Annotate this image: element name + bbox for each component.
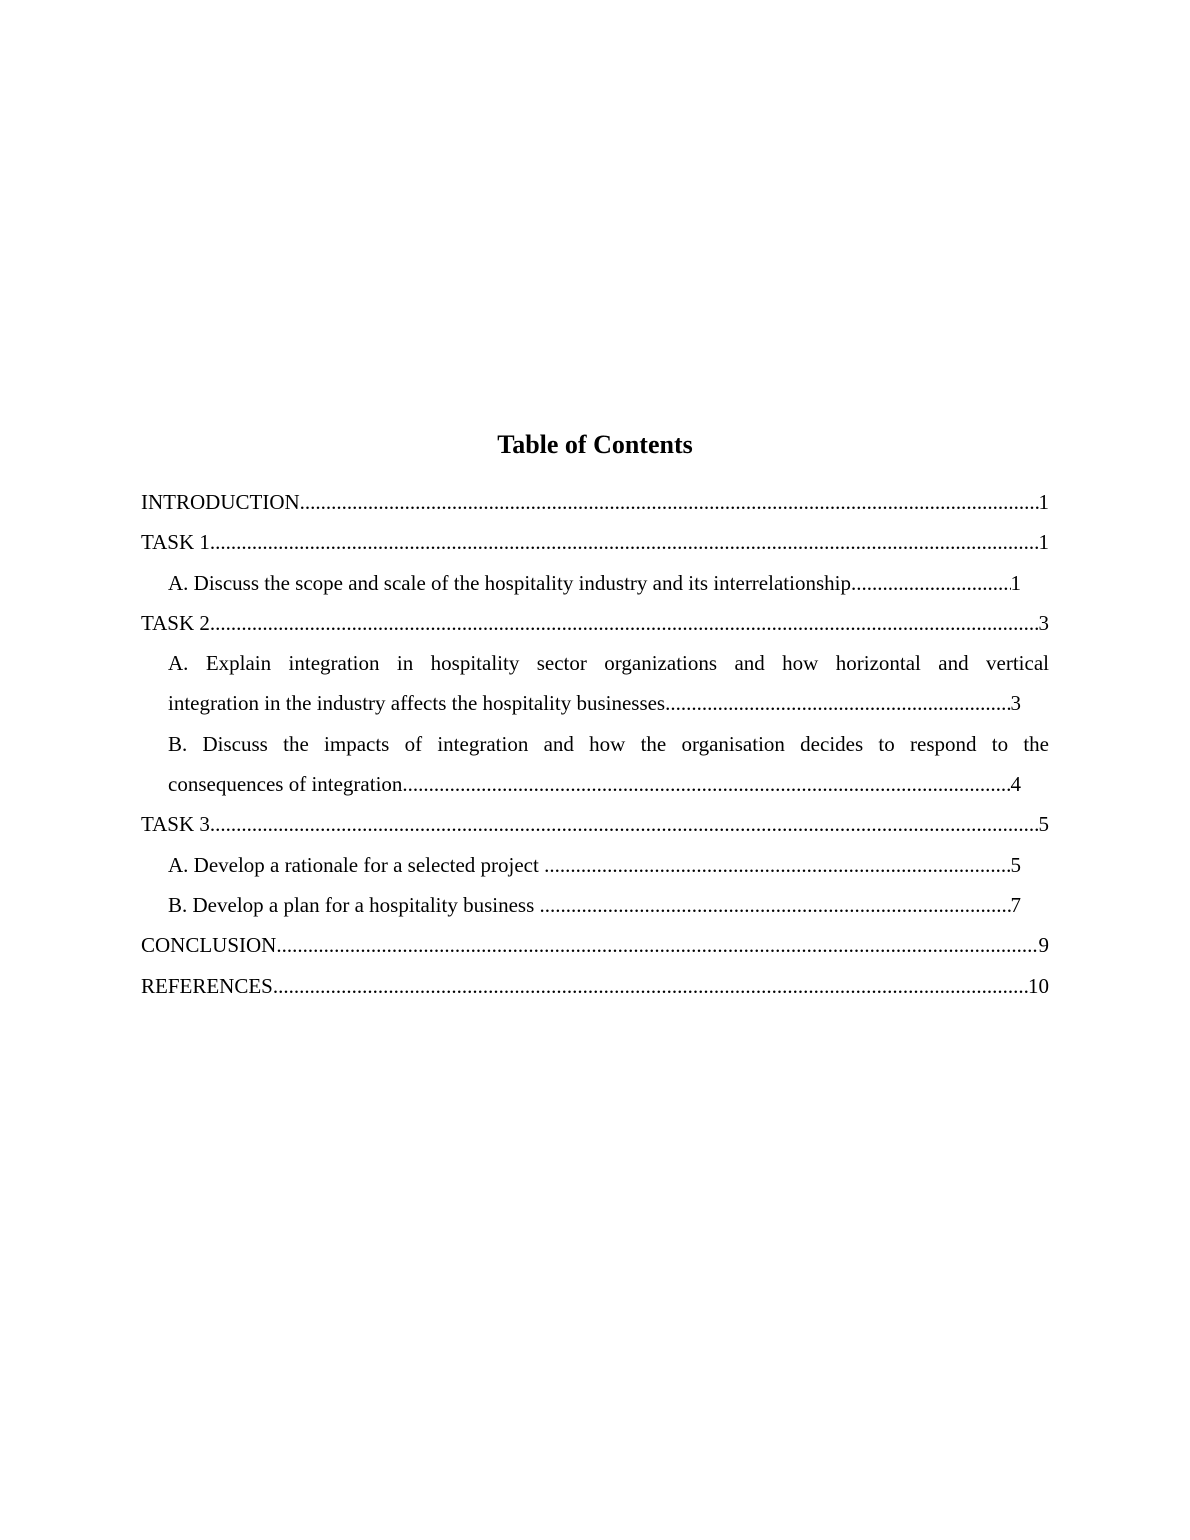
toc-entry-text: TASK 2	[141, 610, 210, 635]
toc-page-number: 3	[1010, 691, 1021, 716]
toc-entry-text: A. Discuss the scope and scale of the hospitality industry and its interrelationship	[168, 570, 851, 595]
toc-title: Table of Contents	[497, 430, 693, 459]
toc-entry-text: TASK 3	[141, 812, 210, 837]
toc-entry-text-line-1: A. Explain integration in hospitality sector organizations and how horizontal and vertical	[168, 651, 1049, 676]
dot-leader	[210, 603, 1039, 643]
table-of-contents	[141, 482, 1049, 1006]
toc-entry-text: TASK 1	[141, 530, 210, 555]
dot-leader	[402, 764, 1010, 804]
toc-entry-text: INTRODUCTION	[141, 490, 300, 514]
dot-leader	[210, 522, 1039, 562]
toc-page-number: 10	[1028, 973, 1049, 998]
toc-entry-text-line-2: consequences of integration	[168, 772, 403, 797]
toc-entry-text: B. Develop a plan for a hospitality business	[168, 892, 540, 917]
toc-page-number: 1	[1010, 570, 1021, 595]
toc-page-number: 9	[1038, 933, 1049, 958]
dot-leader	[210, 804, 1039, 844]
dot-leader	[276, 925, 1038, 965]
dot-leader	[300, 482, 1039, 522]
toc-entry-task-2-b[interactable]	[168, 724, 1049, 805]
toc-page-number: 1	[1038, 490, 1049, 514]
dot-leader	[544, 845, 1010, 885]
toc-page-number: 5	[1038, 812, 1049, 837]
dot-leader	[851, 563, 1011, 603]
toc-entry-task-2-a[interactable]	[168, 643, 1049, 724]
toc-entry-conclusion[interactable]	[141, 925, 1049, 965]
toc-entry-task-1-a[interactable]	[168, 563, 1021, 603]
toc-entry-task-3[interactable]	[141, 804, 1049, 844]
toc-entry-task-2[interactable]	[141, 603, 1049, 643]
toc-page-number: 1	[1038, 530, 1049, 555]
toc-entry-text: REFERENCES	[141, 973, 273, 998]
toc-page-number: 5	[1010, 852, 1021, 877]
toc-page-number: 7	[1010, 892, 1021, 917]
toc-entry-task-3-a[interactable]	[168, 845, 1021, 885]
toc-entry-text-line-2: integration in the industry affects the hospitality businesses	[168, 691, 666, 716]
dot-leader	[540, 885, 1011, 925]
dot-leader	[273, 966, 1028, 1006]
toc-entry-text: CONCLUSION	[141, 933, 277, 958]
toc-entry-task-1[interactable]	[141, 522, 1049, 562]
toc-page-number: 3	[1038, 610, 1049, 635]
toc-entry-task-3-b[interactable]	[168, 885, 1021, 925]
toc-entry-text: A. Develop a rationale for a selected project	[168, 852, 545, 877]
dot-leader	[665, 683, 1010, 723]
toc-entry-text-line-1: B. Discuss the impacts of integration and how the organisation decides to respond to the	[168, 731, 1049, 756]
toc-page-number: 4	[1010, 772, 1021, 797]
toc-entry-introduction[interactable]	[141, 482, 1049, 522]
toc-entry-references[interactable]	[141, 966, 1049, 1006]
